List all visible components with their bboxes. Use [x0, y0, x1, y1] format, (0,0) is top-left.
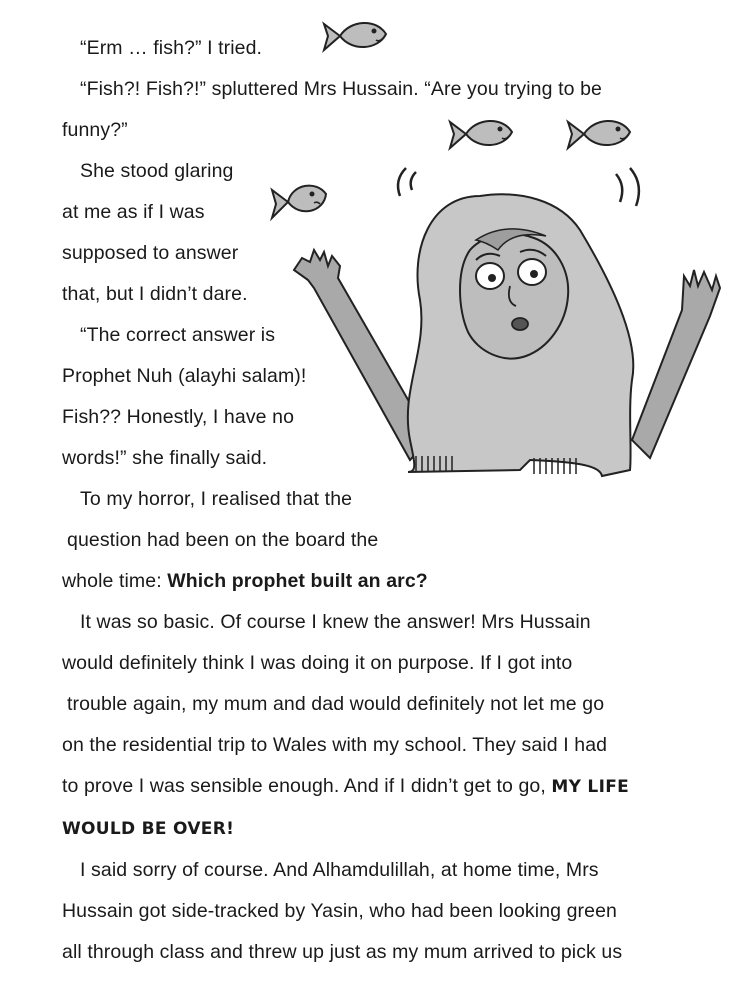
emphasis-text: MY LIFE [551, 777, 630, 797]
text-line: I said sorry of course. And Alhamdulillah, at home time, Mrs [80, 859, 599, 881]
text-line: words!” she finally said. [62, 447, 268, 469]
text-line: “Fish?! Fish?!” spluttered Mrs Hussain. “Are you trying to be [80, 78, 602, 100]
text-line: “The correct answer is [80, 324, 276, 346]
text-line: It was so basic. Of course I knew the answer! Mrs Hussain [80, 611, 591, 633]
text-span: to prove I was sensible enough. And if I didn’t get to go, [62, 775, 552, 797]
motion-mark-left [398, 168, 406, 196]
text-line: that, but I didn’t dare. [62, 283, 248, 305]
motion-mark-right [616, 174, 622, 202]
motion-mark-right [630, 168, 639, 206]
text-line: question had been on the board the [67, 529, 379, 551]
motion-mark-left [411, 172, 416, 190]
text-line: supposed to answer [62, 242, 239, 264]
text-line: Fish?? Honestly, I have no [62, 406, 295, 428]
text-line: on the residential trip to Wales with my school. They said I had [62, 734, 608, 756]
text-line: To my horror, I realised that the [80, 488, 353, 510]
right-arm [632, 270, 720, 458]
text-line: funny?” [62, 119, 128, 141]
text-line: Prophet Nuh (alayhi salam)! [62, 365, 307, 387]
text-line: at me as if I was [62, 201, 205, 223]
fish-icon [320, 14, 390, 58]
mouth [512, 318, 528, 330]
text-line: Hussain got side-tracked by Yasin, who had been looking green [62, 900, 617, 922]
text-line: would definitely think I was doing it on purpose. If I got into [62, 652, 573, 674]
girl-illustration [280, 110, 730, 550]
text-line: trouble again, my mum and dad would definitely not let me go [67, 693, 605, 715]
text-span: whole time: [62, 570, 168, 592]
text-line: “Erm … fish?” I tried. [80, 37, 263, 59]
question-text: Which prophet built an arc? [167, 570, 428, 592]
scarf-fringe [416, 456, 452, 472]
emphasis-line: WOULD BE OVER! [62, 819, 235, 839]
text-line: all through class and threw up just as my mum arrived to pick us [62, 941, 623, 963]
text-line [62, 774, 629, 799]
text-line [62, 569, 428, 593]
text-line: She stood glaring [80, 160, 234, 182]
